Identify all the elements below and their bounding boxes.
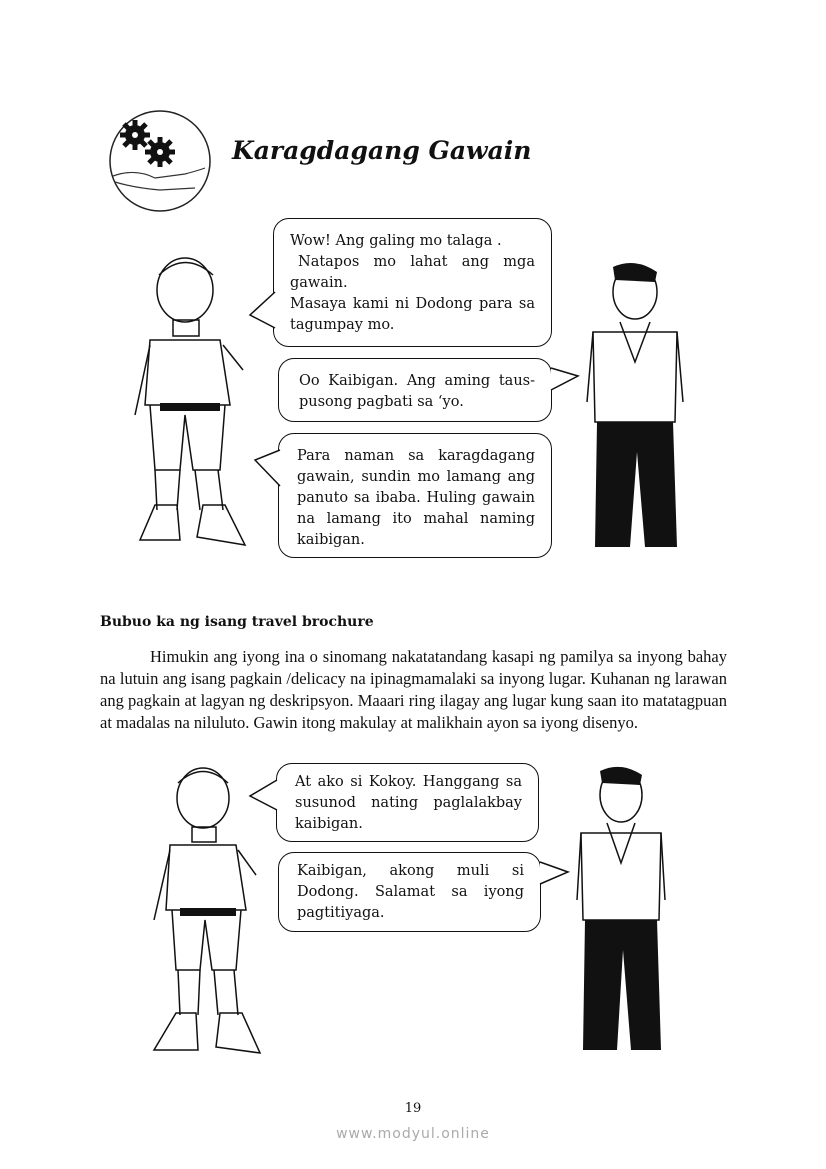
bubble-text: Natapos mo lahat ang mga gawain. [290,254,535,291]
gears-in-hand-icon [105,108,215,214]
bubble-text: Masaya kami ni Dodong para sa tagumpay mo. [290,296,535,333]
bubble-tail [253,448,283,490]
task-instructions: Himukin ang iyong ina o sinomang nakatatandang kasapi ng pamilya sa inyong bahay na lutuin ang isang pagkain /delicacy na ipinagmamalaki sa inyong lugar. Kuhanan ng larawan ang pagkain at lagyan ng deskripsyon. Maaari ring ilagay ang lugar kung saan ito matatagpuan at madalas na niluluto. Gawin itong makulay at malikhain ayon sa iyong disenyo. [100,647,727,732]
dodong-character-illustration [585,262,685,554]
page-title: Karagdagang Gawain [232,136,532,165]
task-heading: Bubuo ka ng isang travel brochure [100,614,374,630]
speech-bubble-kokoy-farewell [276,763,539,842]
speech-bubble-dodong-greeting [278,358,552,422]
speech-bubble-kokoy-congrats [273,218,552,347]
bubble-tail [549,366,581,396]
bubble-text: Kaibigan, akong muli si Dodong. Salamat sa iyong pagtitiyaga. [297,863,524,921]
page-number: 19 [404,1101,422,1116]
speech-bubble-dodong-farewell [278,852,541,932]
bubble-tail [538,860,572,890]
bubble-text: Oo Kaibigan. Ang aming taus-pusong pagbati sa ‘yo. [299,373,535,410]
dodong-character-illustration [575,765,667,1053]
watermark: www.modyul.online [336,1126,490,1142]
speech-bubble-kokoy-instructions [278,433,552,558]
bubble-text: Para naman sa karagdagang gawain, sundin mo lamang ang panuto sa ibaba. Huling gawain na lamang ito mahal naming kaibigan. [297,448,535,548]
bubble-text: Wow! Ang galing mo talaga . [290,233,502,249]
bubble-text: At ako si Kokoy. Hanggang sa susunod nating paglalakbay kaibigan. [295,774,522,832]
bubble-tail [248,778,280,814]
bubble-tail [248,290,278,330]
